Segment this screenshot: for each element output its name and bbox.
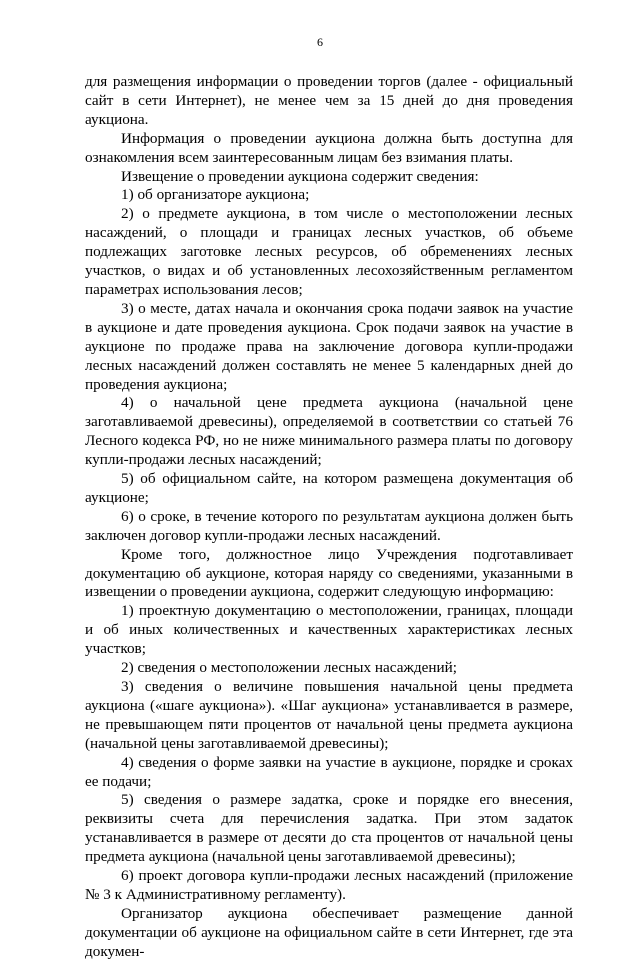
paragraph-7: 4) о начальной цене предмета аукциона (начальной цене заготавливаемой древесины), определяемой в соответствии со статьей 76 Лесного кодекса РФ, но не ниже минимального размера платы по договору купли-продажи лесных насаждений;: [85, 394, 573, 469]
paragraph-12: 2) сведения о местоположении лесных насаждений;: [121, 659, 458, 677]
page-number: 6: [317, 35, 323, 49]
paragraph-10: Кроме того, должностное лицо Учреждения подготавливает документацию об аукционе, которая наряду со сведениями, указанными в извещении о проведении аукциона, содержит следующую информацию:: [85, 545, 573, 601]
paragraph-11: 1) проектную документацию о местоположении, границах, площади и об иных количественных и качественных характеристиках лесных участков;: [85, 602, 573, 658]
paragraph-3: Извещение о проведении аукциона содержит сведения:: [121, 167, 479, 185]
document-body: [85, 73, 573, 962]
paragraph-6: 3) о месте, датах начала и окончания срока подачи заявок на участие в аукционе и дате проведения аукциона. Срок подачи заявок на участие в аукционе по продаже права на заключение договора купли-продажи лесных насаждений должен составлять не менее 5 календарных дней до проведения аукциона;: [85, 299, 573, 393]
paragraph-14: 4) сведения о форме заявки на участие в аукционе, порядке и сроках ее подачи;: [85, 753, 573, 790]
paragraph-4: 1) об организаторе аукциона;: [121, 186, 310, 204]
paragraph-5: 2) о предмете аукциона, в том числе о местоположении лесных насаждений, о площади и границах лесных участков, об объеме подлежащих заготовке лесных ресурсов, об обременениях лесных участков, о видах и об установленных лесохозяйственным регламентом параметрах использования лесов;: [85, 205, 573, 298]
paragraph-8: 5) об официальном сайте, на котором размещена документация об аукционе;: [85, 470, 573, 506]
paragraph-15: 5) сведения о размере задатка, сроке и порядке его внесения, реквизиты счета для перечисления задатка. При этом задаток устанавливается в размере от десяти до ста процентов от начальной цены предмета аукциона (начальной цены заготавливаемой древесины);: [85, 791, 573, 866]
paragraph-13: 3) сведения о величине повышения начальной цены предмета аукциона («шаге аукциона»). «Шаг аукциона» устанавливается в размере, не превышающем пяти процентов от начальной цены предмета аукциона (начальной цены заготавливаемой древесины);: [85, 678, 573, 752]
paragraph-16: 6) проект договора купли-продажи лесных насаждений (приложение № 3 к Административному регламенту).: [85, 867, 573, 903]
paragraph-2: Информация о проведении аукциона должна быть доступна для ознакомления всем заинтересованным лицам без взимания платы.: [85, 129, 573, 166]
paragraph-1: для размещения информации о проведении торгов (далее - официальный сайт в сети Интернет), не менее чем за 15 дней до дня проведения аукциона.: [85, 73, 573, 128]
paragraph-17: Организатор аукциона обеспечивает размещение данной документации об аукционе на официальном сайте в сети Интернет, где эта докумен-: [85, 904, 573, 960]
paragraph-9: 6) о сроке, в течение которого по результатам аукциона должен быть заключен договор купли-продажи лесных насаждений.: [85, 507, 573, 544]
